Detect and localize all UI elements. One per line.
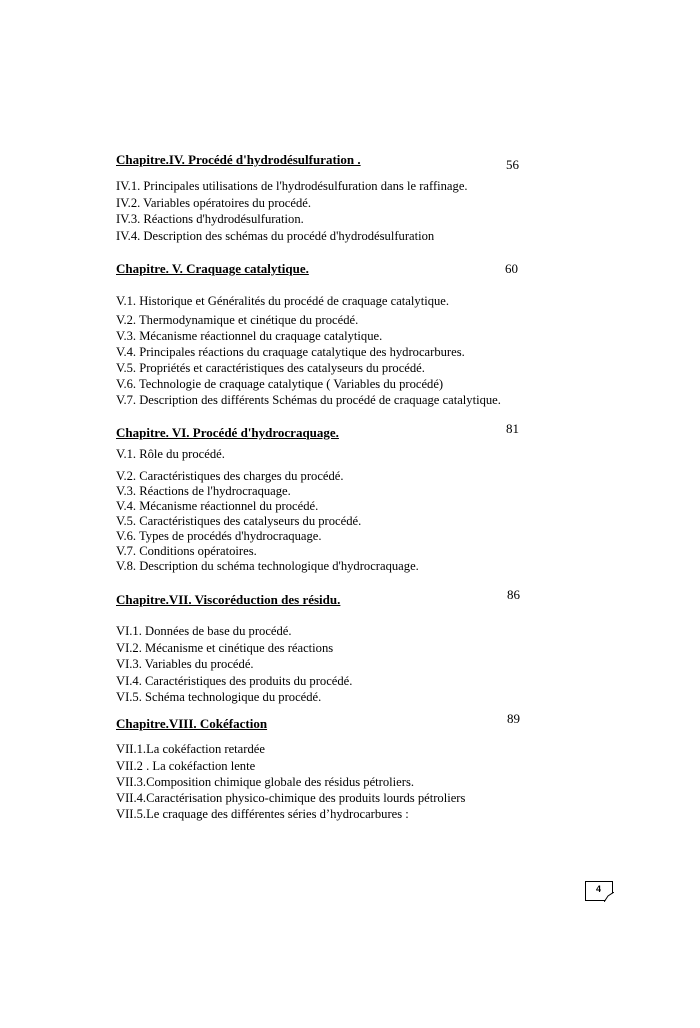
toc-item: VII.2 . La cokéfaction lente (116, 759, 256, 773)
chapter-vi-title: Chapitre. VI. Procédé d'hydrocraquage. (116, 425, 339, 440)
folded-corner-icon (604, 892, 614, 902)
toc-item: V.6. Types de procédés d'hydrocraquage. (116, 529, 322, 543)
chapter-vii-title: Chapitre.VII. Viscoréduction des résidu. (116, 592, 341, 607)
toc-item: V.7. Description des différents Schémas du procédé de craquage catalytique. (116, 393, 501, 407)
toc-item: VII.3.Composition chimique globale des résidus pétroliers. (116, 775, 415, 789)
page-number: 4 (596, 884, 602, 894)
toc-item: VI.5. Schéma technologique du procédé. (116, 690, 322, 704)
toc-item: V.3. Réactions de l'hydrocraquage. (116, 484, 291, 498)
chapter-vi-page: 81 (506, 421, 519, 436)
chapter-iv-page: 56 (506, 157, 519, 172)
toc-item: VII.5.Le craquage des différentes séries d’hydrocarbures : (116, 807, 409, 821)
chapter-viii-page: 89 (507, 711, 520, 726)
toc-item: V.8. Description du schéma technologique d'hydrocraquage. (116, 559, 419, 573)
toc-item: V.6. Technologie de craquage catalytique ( Variables du procédé) (116, 377, 444, 391)
toc-item: IV.3. Réactions d'hydrodésulfuration. (116, 212, 304, 226)
toc-item: V.1. Rôle du procédé. (116, 447, 225, 461)
chapter-viii-title: Chapitre.VIII. Cokéfaction (116, 716, 268, 731)
toc-item: V.4. Principales réactions du craquage catalytique des hydrocarbures. (116, 345, 465, 359)
toc-item: VII.4.Caractérisation physico-chimique des produits lourds pétroliers (116, 791, 466, 805)
toc-item: V.1. Historique et Généralités du procédé de craquage catalytique. (116, 294, 450, 308)
toc-item: IV.4. Description des schémas du procédé d'hydrodésulfuration (116, 229, 435, 243)
toc-item: V.5. Caractéristiques des catalyseurs du procédé. (116, 514, 362, 528)
toc-item: V.7. Conditions opératoires. (116, 544, 257, 558)
toc-item: V.2. Thermodynamique et cinétique du procédé. (116, 313, 359, 327)
page-number-box (585, 881, 613, 901)
toc-item: IV.2. Variables opératoires du procédé. (116, 196, 312, 210)
chapter-vii-page: 86 (507, 587, 520, 602)
toc-item: V.5. Propriétés et caractéristiques des catalyseurs du procédé. (116, 361, 425, 375)
chapter-v-title: Chapitre. V. Craquage catalytique. (116, 261, 309, 276)
chapter-v-page: 60 (505, 261, 518, 276)
toc-item: V.4. Mécanisme réactionnel du procédé. (116, 499, 319, 513)
toc-item: IV.1. Principales utilisations de l'hydrodésulfuration dans le raffinage. (116, 179, 468, 193)
toc-item: V.3. Mécanisme réactionnel du craquage catalytique. (116, 329, 383, 343)
toc-item: VI.2. Mécanisme et cinétique des réactions (116, 641, 334, 655)
toc-item: V.2. Caractéristiques des charges du procédé. (116, 469, 344, 483)
toc-item: VI.1. Données de base du procédé. (116, 624, 292, 638)
chapter-iv-title: Chapitre.IV. Procédé d'hydrodésulfuration . (116, 152, 361, 167)
toc-item: VI.4. Caractéristiques des produits du procédé. (116, 674, 353, 688)
toc-item: VI.3. Variables du procédé. (116, 657, 254, 671)
toc-item: VII.1.La cokéfaction retardée (116, 742, 265, 756)
